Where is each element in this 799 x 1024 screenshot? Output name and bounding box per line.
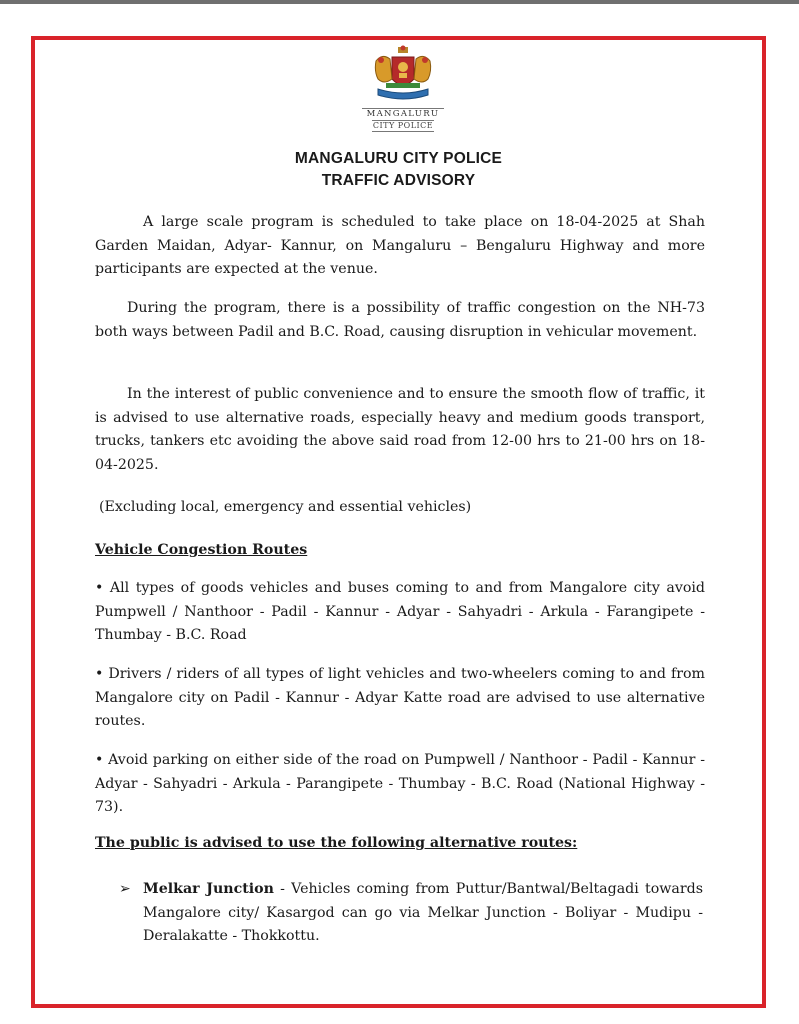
emblem-caption-line-1: MANGALURU bbox=[362, 108, 444, 119]
congestion-routes-heading: Vehicle Congestion Routes bbox=[95, 542, 308, 558]
route-description: - Vehicles coming from Puttur/Bantwal/Beltagadi towards Mangalore city/ Kasargod can go via Melkar Junction - Boliyar - Mudipu - Deralakatte - Thokkottu. bbox=[143, 881, 703, 944]
bullet-goods-vehicles: • All types of goods vehicles and buses coming to and from Mangalore city avoid Pumpwell / Nanthoor - Padil - Kannur - Adyar - Sahyadri - Arkula - Farangipete - Thumbay - B.C. Road bbox=[95, 580, 705, 643]
karnataka-emblem-icon bbox=[368, 45, 438, 107]
route-name: Melkar Junction bbox=[143, 881, 274, 897]
route-melkar-junction bbox=[143, 878, 703, 949]
emblem-caption-line-2: CITY POLICE bbox=[372, 121, 434, 130]
paragraph-advice: In the interest of public convenience and to ensure the smooth flow of traffic, it is advised to use alternative roads, especially heavy and medium goods transport, trucks, tankers etc avoiding the above said road from 12-00 hrs to 21-00 hrs on 18-04-2025. bbox=[95, 386, 705, 473]
advisory-document bbox=[31, 36, 766, 1008]
document-subtitle: TRAFFIC ADVISORY bbox=[321, 172, 476, 189]
police-emblem bbox=[362, 45, 444, 131]
bullet-parking: • Avoid parking on either side of the road on Pumpwell / Nanthoor - Padil - Kannur - Adyar - Sahyadri - Arkula - Parangipete - Thumbay - B.C. Road (National Highway - 73). bbox=[95, 752, 705, 815]
document-title: MANGALURU CITY POLICE bbox=[294, 150, 503, 167]
paragraph-congestion-warning: During the program, there is a possibility of traffic congestion on the NH-73 both ways between Padil and B.C. Road, causing disruption in vehicular movement. bbox=[95, 300, 705, 340]
paragraph-exclusions: (Excluding local, emergency and essential vehicles) bbox=[99, 499, 472, 515]
bullet-light-vehicles: • Drivers / riders of all types of light vehicles and two-wheelers coming to and from Mangalore city on Padil - Kannur - Adyar Katte road are advised to use alternative routes. bbox=[95, 666, 705, 729]
arrow-bullet-icon: ➢ bbox=[119, 881, 131, 897]
paragraph-program-announcement: A large scale program is scheduled to take place on 18-04-2025 at Shah Garden Maidan, Adyar- Kannur, on Mangaluru – Bengaluru Highway and more participants are expected at the venue. bbox=[95, 214, 705, 277]
alternative-routes-heading: The public is advised to use the following alternative routes: bbox=[95, 835, 578, 851]
top-edge-bar bbox=[0, 0, 799, 4]
